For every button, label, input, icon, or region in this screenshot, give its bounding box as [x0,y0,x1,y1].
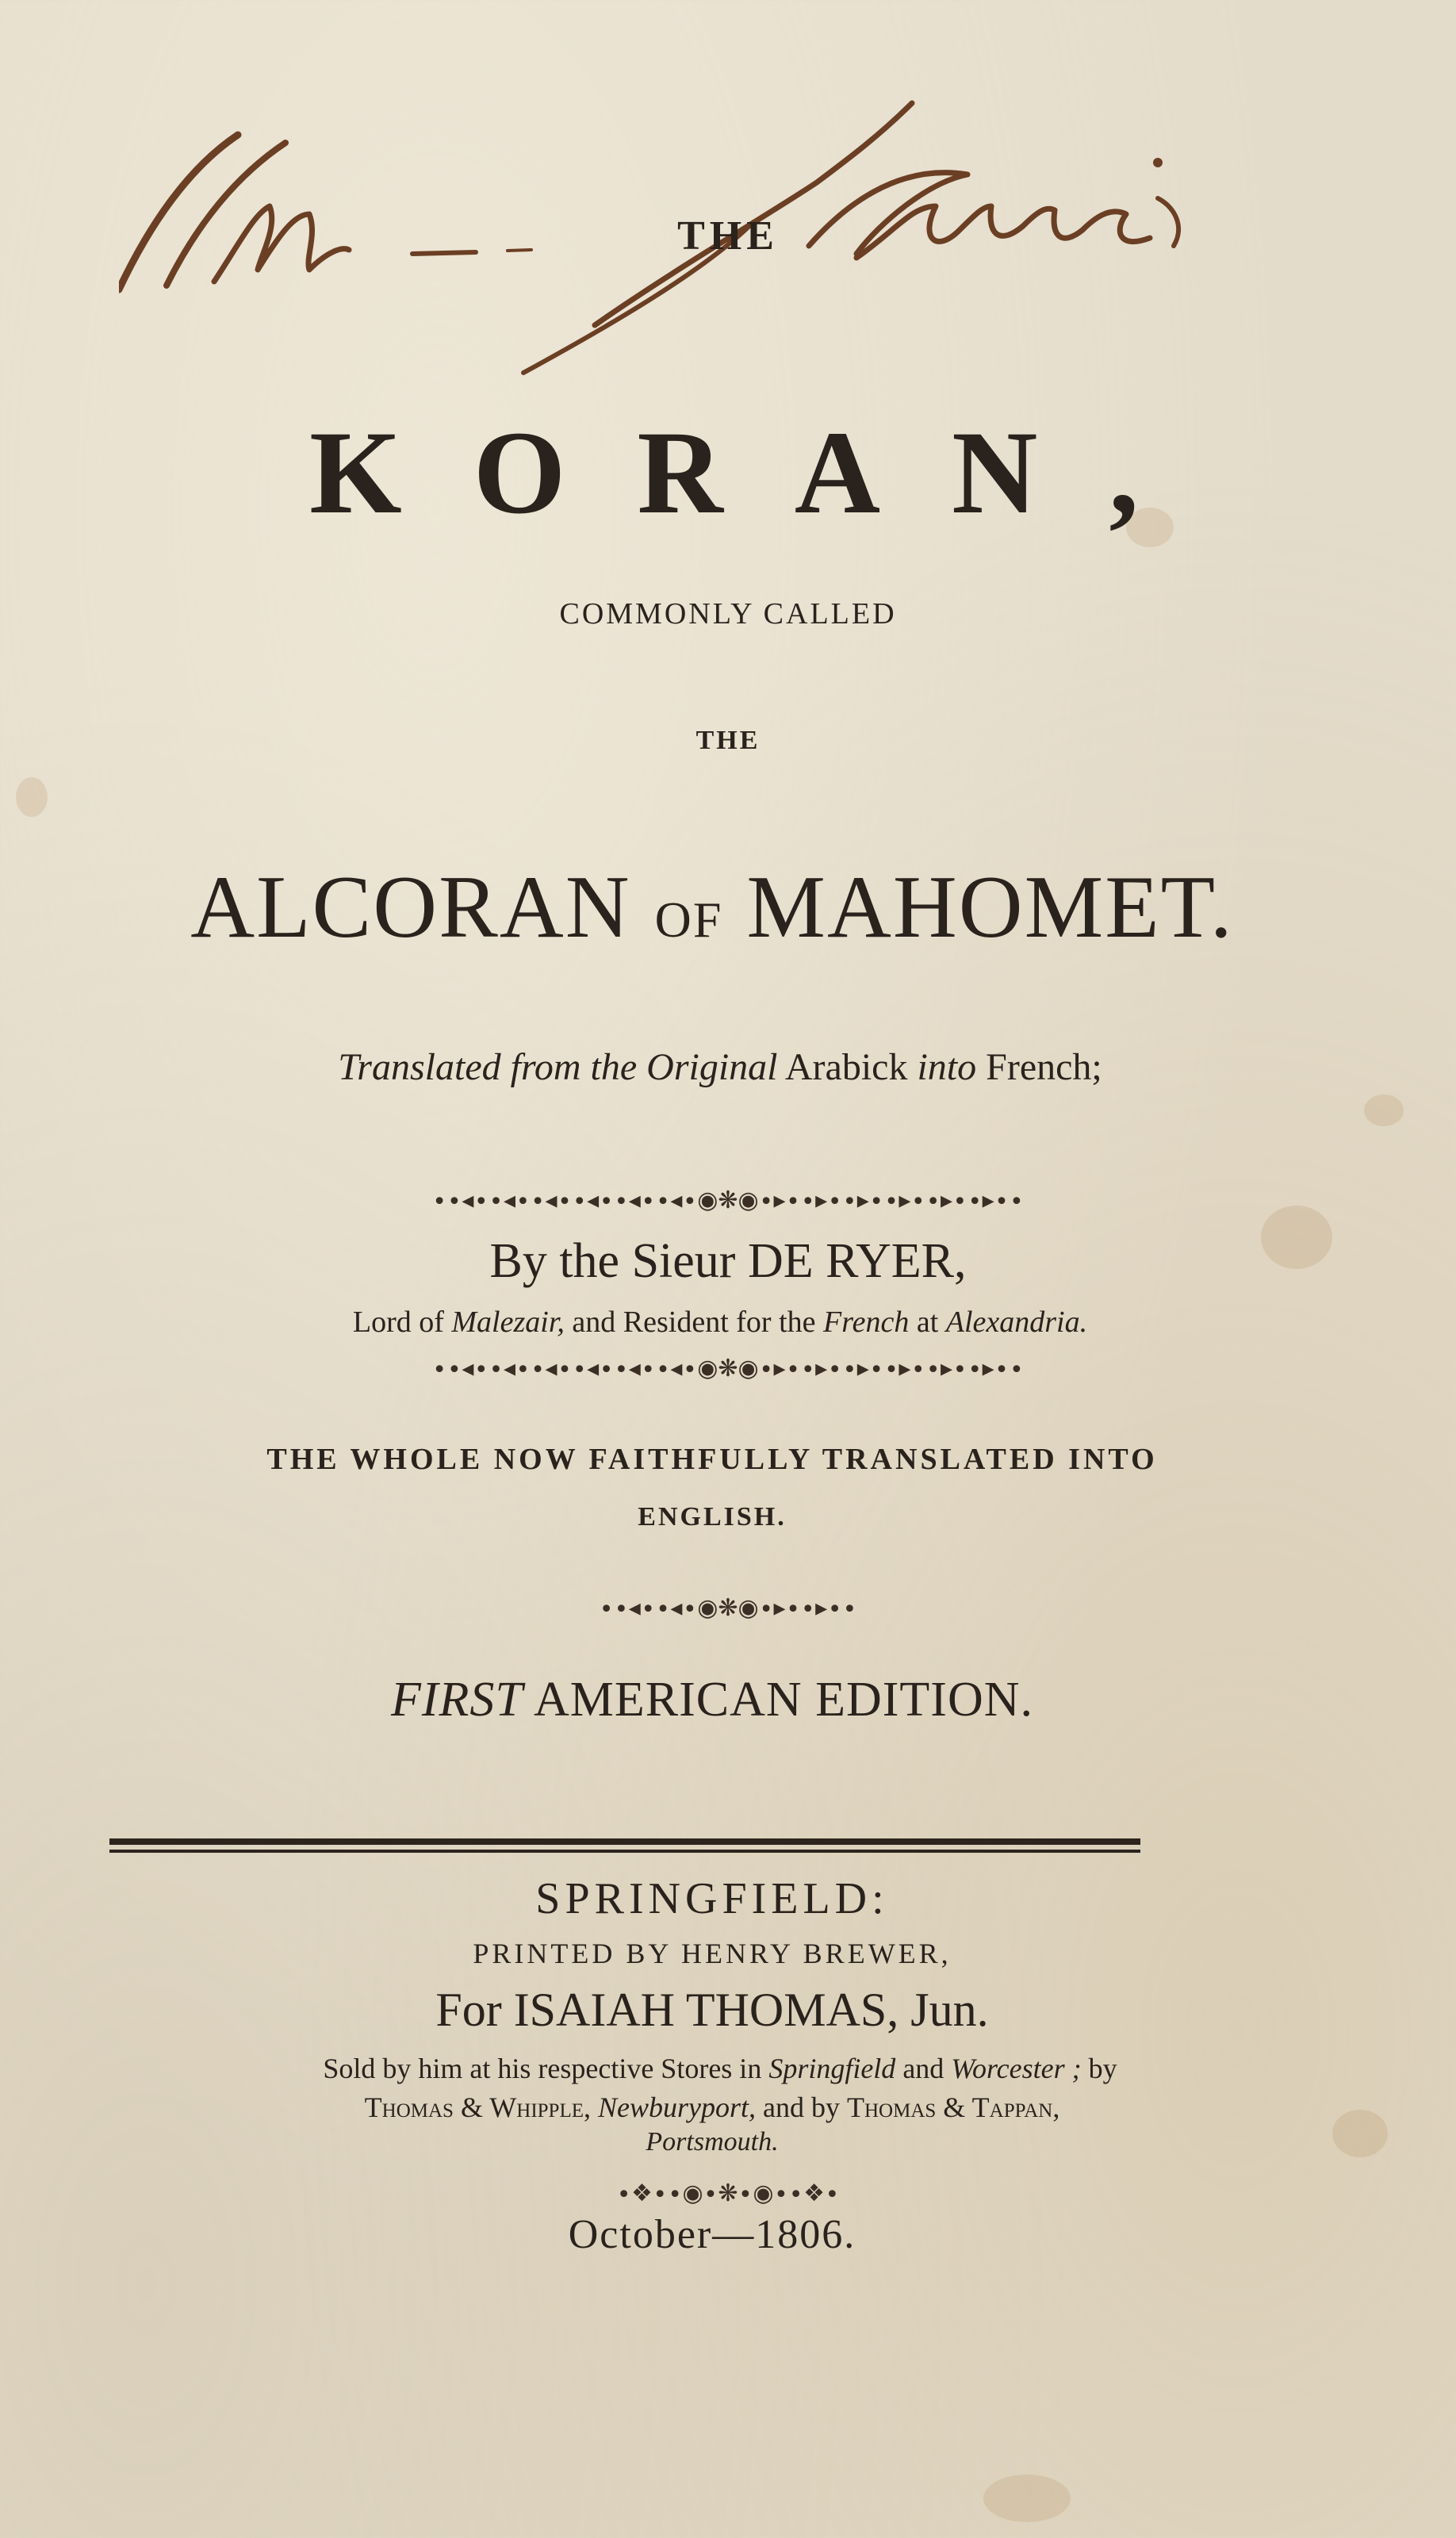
title-of-word: OF [654,891,723,948]
subtitle-commonly-called: COMMONLY CALLED [559,597,897,631]
imprint-sold-line-2 [0,2091,1440,2124]
imprint-publisher: For ISAIAH THOMAS, Jun. [435,1984,989,2036]
french-word: French; [986,1046,1102,1088]
title-alcoran-word: ALCORAN [190,858,631,957]
foxing-stain [983,2475,1071,2522]
translation-statement-english: ENGLISH. [638,1502,787,1532]
title-koran: KORAN, [309,407,1210,539]
ornament-rule: ∙∙◂∙∙◂∙∙◂∙∙◂∙∙◂∙∙◂∙◉❋◉∙▸∙∙▸∙∙▸∙∙▸∙∙▸∙∙▸∙∙ [431,1187,1025,1214]
thomas-whipple-text: Thomas & Whipple, [364,2091,592,2123]
subtitle-the: THE [695,726,761,755]
translation-statement: THE WHOLE NOW FAITHFULLY TRANSLATED INTO [266,1443,1158,1476]
at-text: at [916,1305,939,1339]
title-alcoran [0,857,1440,959]
heading-the: THE [677,213,779,259]
double-rule-thick [109,1838,1140,1845]
french-italic-text: French [823,1305,910,1339]
imprint-sold-line-3 [0,2127,1440,2157]
foxing-stain [16,777,48,817]
portsmouth-italic: Portsmouth. [646,2127,779,2157]
ornament-rule: ∙∙◂∙∙◂∙∙◂∙∙◂∙∙◂∙∙◂∙◉❋◉∙▸∙∙▸∙∙▸∙∙▸∙∙▸∙∙▸∙∙ [431,1355,1025,1382]
by-text: by [1088,2053,1117,2084]
imprint-printer: PRINTED BY HENRY BREWER, [473,1938,952,1969]
imprint-sold-line-1 [0,2052,1448,2085]
title-mahomet-word: MAHOMET. [746,858,1234,957]
worcester-italic: Worcester ; [951,2053,1082,2084]
ornament-imprint: ∙❖∙∙◉∙❋∙◉∙∙❖∙ [616,2180,840,2207]
translated-italic: Translated from the Original [338,1046,778,1088]
and-text: and [902,2053,944,2084]
translation-note [0,1045,1448,1089]
imprint-date: October—1806. [568,2212,856,2257]
lord-text: Lord of [352,1305,444,1339]
malezair-text: Malezair, [451,1305,565,1339]
edition-first: FIRST [390,1673,523,1727]
double-rule-thin [109,1850,1140,1853]
and-by-text: and by [763,2091,841,2123]
author-byline: By the Sieur DE RYER, [489,1234,967,1288]
thomas-tappan-text: Thomas & Tappan, [847,2091,1060,2123]
ornament-small: ∙∙◂∙∙◂∙◉❋◉∙▸∙∙▸∙∙ [599,1594,857,1622]
foxing-stain [1364,1095,1404,1126]
into-word: into [917,1046,977,1088]
alexandria-text: Alexandria. [945,1305,1088,1339]
sold-text: Sold by him at his respective Stores in [323,2053,762,2084]
imprint-city: SPRINGFIELD: [535,1874,889,1923]
author-title-line [0,1305,1448,1340]
springfield-italic: Springfield [768,2053,896,2084]
resident-text: and Resident for the [572,1305,816,1339]
newburyport-italic: Newburyport, [598,2091,757,2123]
edition-rest: AMERICAN EDITION. [533,1673,1033,1727]
edition-statement [0,1672,1440,1728]
arabick-word: Arabick [784,1046,908,1088]
